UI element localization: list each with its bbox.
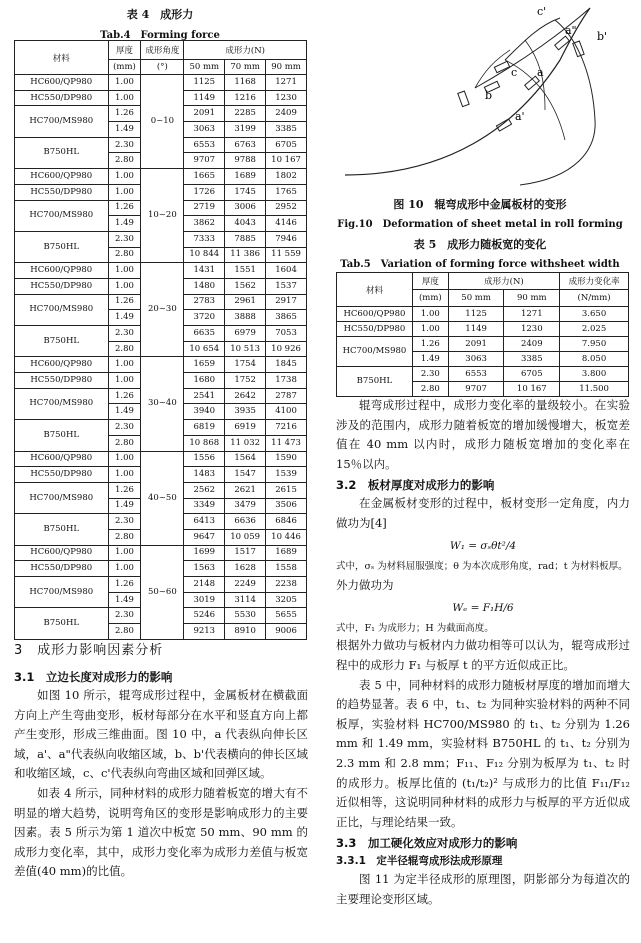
table-cell: 11 386 — [225, 247, 266, 263]
table-cell: 2409 — [266, 106, 307, 122]
table-cell: 10 446 — [266, 529, 307, 545]
element-a-double-prime — [555, 36, 570, 50]
table-cell: 2091 — [184, 106, 225, 122]
table-cell: 5655 — [266, 608, 307, 624]
table-cell: 1.49 — [108, 498, 141, 514]
table-cell: 2249 — [225, 577, 266, 593]
table-cell: 1.49 — [108, 122, 141, 138]
table-cell: HC600/QP980 — [15, 263, 109, 279]
table5-header-thickness: 厚度 — [412, 273, 448, 290]
table-cell: HC700/MS980 — [15, 482, 109, 513]
figure10-caption-en: Fig.10 Deformation of sheet metal in roll forming — [337, 219, 623, 230]
table-cell: 1230 — [266, 90, 307, 106]
table-cell: 4100 — [266, 404, 307, 420]
table-cell: 10 167 — [504, 382, 560, 397]
table-cell: 10~20 — [141, 169, 184, 263]
table-cell: 1.00 — [108, 90, 141, 106]
table-cell: 3888 — [225, 310, 266, 326]
table-cell: 2719 — [184, 200, 225, 216]
table4-header-width: 90 mm — [266, 60, 307, 75]
table-cell: 1431 — [184, 263, 225, 279]
table-cell: 9788 — [225, 153, 266, 169]
table5-header-rate: 成形力变化率 — [560, 273, 629, 290]
table-cell: 2541 — [184, 388, 225, 404]
table-cell: 7946 — [266, 231, 307, 247]
section-3-3-1-heading: 3.3.1 定半径辊弯成形法成形原理 — [336, 855, 503, 868]
table-cell: 1.26 — [108, 106, 141, 122]
table-cell: 1680 — [184, 373, 225, 389]
table5-header-material: 材料 — [337, 273, 413, 307]
element-a-prime — [496, 119, 511, 131]
table-cell: 6846 — [266, 514, 307, 530]
table-cell: 11 559 — [266, 247, 307, 263]
table-row — [15, 451, 307, 467]
table-cell: 1.26 — [108, 577, 141, 593]
table-cell: B750HL — [337, 367, 413, 397]
table-cell: 7053 — [266, 326, 307, 342]
table-cell: 1.00 — [108, 184, 141, 200]
sheet-right-edge — [520, 20, 595, 185]
table-cell: 3006 — [225, 200, 266, 216]
table-cell: 11 473 — [266, 435, 307, 451]
table-row — [337, 337, 629, 352]
table-cell: 1.00 — [108, 545, 141, 561]
table-cell: 1271 — [504, 307, 560, 322]
table-cell: 1168 — [225, 75, 266, 91]
table-row — [337, 322, 629, 337]
table-cell: 1802 — [266, 169, 307, 185]
label-a: a — [537, 66, 544, 79]
table-cell: 2615 — [266, 482, 307, 498]
section-3-3-heading: 3.3 加工硬化效应对成形力的影响 — [336, 836, 518, 851]
label-b-prime: b' — [597, 30, 608, 43]
table-cell: 3935 — [225, 404, 266, 420]
table-cell: 2.80 — [108, 624, 141, 640]
table-cell: 6553 — [184, 137, 225, 153]
table-cell: 9006 — [266, 624, 307, 640]
table-cell: 1689 — [266, 545, 307, 561]
table-cell: 1.00 — [108, 373, 141, 389]
table-cell: 1547 — [225, 467, 266, 483]
table-cell: 3479 — [225, 498, 266, 514]
section-3-heading: 3 成形力影响因素分析 — [14, 643, 164, 658]
table-row — [15, 357, 307, 373]
table-cell: 2.30 — [108, 137, 141, 153]
table-cell: 2783 — [184, 294, 225, 310]
table-cell: 8910 — [225, 624, 266, 640]
table-row — [15, 169, 307, 185]
table-cell: B750HL — [15, 326, 109, 357]
element-b — [458, 91, 469, 107]
table-cell: 1483 — [184, 467, 225, 483]
table-row — [337, 307, 629, 322]
table-cell: 6979 — [225, 326, 266, 342]
table-cell: HC700/MS980 — [337, 337, 413, 367]
table-cell: 6919 — [225, 420, 266, 436]
table-cell: 0~10 — [141, 75, 184, 169]
table-cell: HC700/MS980 — [15, 200, 109, 231]
formula-external-work: Wₑ = F₁H/6 — [452, 601, 514, 614]
table-cell: 1.00 — [108, 278, 141, 294]
table-cell: 2.30 — [108, 231, 141, 247]
table5-caption-cn: 表 5 成形力随板宽的变化 — [413, 238, 547, 251]
table-cell: HC550/DP980 — [15, 90, 109, 106]
table-row — [337, 367, 629, 382]
paragraph: 表 5 中，同种材料的成形力随板材厚度的增加而增大的趋势显著。表 6 中，t₁、t₂ 为同种实验材料的两种不同板厚，实验材料 HC700/MS980 的 t₁、t₂ 分别为 1.26 mm 和 1.49 mm，实验材料 B750HL 的 t₁、t₂ 分别为 2.3 mm 和 2.8 mm；F₁₁、F₁₂ 分别为板厚为 t₁、t₂ 时的成形力。板厚比值的 (t₁/t₂)² 与成形力的比值 F₁₁/F₁₂ 近似相等，这说明同种材料的成形力与板厚的平方近似成正比，与理论结果一致。 — [336, 677, 630, 829]
table-cell: 10 513 — [225, 341, 266, 357]
table-cell: 1230 — [504, 322, 560, 337]
table5-header-force: 成形力(N) — [448, 273, 559, 290]
table-cell: 1745 — [225, 184, 266, 200]
table-cell: 1.00 — [108, 561, 141, 577]
table-cell: 3063 — [184, 122, 225, 138]
table-cell: 2.80 — [108, 247, 141, 263]
table-cell: 2.30 — [108, 420, 141, 436]
table-cell: 2091 — [448, 337, 504, 352]
external-work-label: 外力做功为 — [336, 578, 394, 593]
table5-header-w50: 50 mm — [448, 290, 504, 307]
table-cell: 1.26 — [108, 294, 141, 310]
table-cell: 1752 — [225, 373, 266, 389]
table4-header-thickness-unit: (mm) — [108, 60, 141, 75]
table-cell: B750HL — [15, 420, 109, 451]
table-cell: 1738 — [266, 373, 307, 389]
table-row — [15, 75, 307, 91]
table-cell: 1551 — [225, 263, 266, 279]
formula-note: 式中，F₁ 为成形力；H 为截面高度。 — [336, 623, 494, 635]
table-cell: 2917 — [266, 294, 307, 310]
table-cell: 3063 — [448, 352, 504, 367]
table-cell: B750HL — [15, 231, 109, 262]
table-cell: 1754 — [225, 357, 266, 373]
table-cell: 6705 — [504, 367, 560, 382]
table-cell: 6636 — [225, 514, 266, 530]
table-cell: 2238 — [266, 577, 307, 593]
table-cell: 1.00 — [108, 75, 141, 91]
table-cell: 10 926 — [266, 341, 307, 357]
label-a-double-prime: a" — [565, 24, 577, 37]
table-cell: 3114 — [225, 592, 266, 608]
paragraph: 根据外力做功与板材内力做功相等可以认为，辊弯成形过程中的成形力 F₁ 与板厚 t 的平方近似成正比。 — [336, 638, 630, 672]
table-cell: 1845 — [266, 357, 307, 373]
formula-note: 式中，σₛ 为材料屈服强度；θ 为本次成形角度，rad；t 为材料板厚。 — [336, 561, 628, 573]
table-cell: 30~40 — [141, 357, 184, 451]
table-cell: HC550/DP980 — [15, 278, 109, 294]
table-cell: HC700/MS980 — [15, 106, 109, 137]
table-cell: 2.80 — [108, 529, 141, 545]
table-cell: 1.49 — [412, 352, 448, 367]
table-cell: 2.025 — [560, 322, 629, 337]
table-cell: 1.00 — [108, 169, 141, 185]
table-row — [15, 263, 307, 279]
sheet-upper-edge — [475, 8, 590, 88]
right-column-text — [336, 396, 630, 909]
table-cell: 1537 — [266, 278, 307, 294]
table-cell: 3199 — [225, 122, 266, 138]
table-cell: 40~50 — [141, 451, 184, 545]
table-cell: 3.650 — [560, 307, 629, 322]
table-cell: 11.500 — [560, 382, 629, 397]
table5-header-thickness-unit: (mm) — [412, 290, 448, 307]
table-cell: 3506 — [266, 498, 307, 514]
table-cell: 7.950 — [560, 337, 629, 352]
element-c-prime — [494, 61, 509, 72]
table-cell: 1628 — [225, 561, 266, 577]
table-cell: HC600/QP980 — [15, 545, 109, 561]
table-cell: 2642 — [225, 388, 266, 404]
table4-header-material: 材料 — [15, 41, 109, 75]
table4-header-angle: 成形角度 — [141, 41, 184, 60]
section-3-1-heading: 3.1 立边长度对成形力的影响 — [14, 670, 173, 684]
table-cell: HC550/DP980 — [15, 184, 109, 200]
table-cell: 1.00 — [108, 451, 141, 467]
table-cell: 2409 — [504, 337, 560, 352]
table-cell: 1556 — [184, 451, 225, 467]
table5 — [336, 272, 629, 397]
table-cell: 2621 — [225, 482, 266, 498]
table-cell: 7885 — [225, 231, 266, 247]
table4-header-thickness: 厚度 — [108, 41, 141, 60]
paragraph: 如图 10 所示，辊弯成形过程中，金属板材在横截面方向上产生弯曲变形，板材每部分在水平和竖直方向上都产生变形，形成三维曲面。图 10 中，a 代表纵向伸长区域，a'、a"代表纵向收缩区域，b、b'代表横向的伸长区域和收缩区域，c、c'代表纵向弯曲区域和回弹区域。 — [14, 688, 308, 781]
table-cell: 3940 — [184, 404, 225, 420]
table-cell: 6705 — [266, 137, 307, 153]
table-cell: 2.80 — [412, 382, 448, 397]
table-cell: 6763 — [225, 137, 266, 153]
table-cell: 2.30 — [108, 326, 141, 342]
figure10-diagram — [325, 0, 635, 190]
table-cell: 1.49 — [108, 404, 141, 420]
table-cell: 1.00 — [108, 263, 141, 279]
table4-header-force: 成形力(N) — [184, 41, 307, 60]
table-cell: 1.49 — [108, 310, 141, 326]
table-cell: 1689 — [225, 169, 266, 185]
table-cell: 5530 — [225, 608, 266, 624]
table-cell: 9213 — [184, 624, 225, 640]
table5-caption-en: Tab.5 Variation of forming force withsheet width — [340, 259, 620, 270]
table-cell: 2.30 — [108, 608, 141, 624]
table-cell: 1563 — [184, 561, 225, 577]
table-cell: 3349 — [184, 498, 225, 514]
table-cell: 1558 — [266, 561, 307, 577]
table-cell: HC700/MS980 — [15, 294, 109, 325]
table-cell: B750HL — [15, 514, 109, 545]
table-cell: 6553 — [448, 367, 504, 382]
label-b: b — [485, 89, 493, 102]
table-cell: 1125 — [448, 307, 504, 322]
table-cell: 2.30 — [108, 514, 141, 530]
table4-header-width: 50 mm — [184, 60, 225, 75]
table-cell: HC550/DP980 — [15, 373, 109, 389]
table-cell: 3205 — [266, 592, 307, 608]
table4-header-width: 70 mm — [225, 60, 266, 75]
table-cell: 9647 — [184, 529, 225, 545]
label-a-prime: a' — [515, 110, 525, 123]
table-cell: 1.00 — [412, 307, 448, 322]
paragraph: 如表 4 所示，同种材料的成形力随着板宽的增大有不明显的增大趋势，说明弯角区的变形是影响成形力的主要因素。表 5 所示为第 1 道次中板宽 50 mm、90 mm 的成形力变化率，其中，成形力变化率为成形力差值与板宽差值(40 mm)的比值。 — [14, 785, 308, 879]
table-cell: 1480 — [184, 278, 225, 294]
table-cell: 1562 — [225, 278, 266, 294]
table-cell: 2.30 — [412, 367, 448, 382]
table-cell: 1271 — [266, 75, 307, 91]
table5-header-rate-unit: (N/mm) — [560, 290, 629, 307]
table-cell: 7333 — [184, 231, 225, 247]
table-cell: HC600/QP980 — [15, 357, 109, 373]
table-cell: 6413 — [184, 514, 225, 530]
table-cell: 4146 — [266, 216, 307, 232]
table-cell: 6819 — [184, 420, 225, 436]
table-cell: 6635 — [184, 326, 225, 342]
table-cell: 1216 — [225, 90, 266, 106]
table-cell: HC600/QP980 — [15, 75, 109, 91]
paragraph: 辊弯成形过程中，成形力变化率的量级较小。在实验涉及的范围内，成形力随着板宽的增加缓慢增大，板宽差值在 40 mm 以内时，成形力随板宽增加的变化率在 15％以内。 — [336, 398, 630, 471]
table-cell: 3385 — [266, 122, 307, 138]
table-cell: 3385 — [504, 352, 560, 367]
table-cell: 10 868 — [184, 435, 225, 451]
table-cell: 1.26 — [108, 482, 141, 498]
table-cell: 1699 — [184, 545, 225, 561]
table-cell: 3.800 — [560, 367, 629, 382]
left-column-text — [14, 642, 308, 882]
table-cell: 1726 — [184, 184, 225, 200]
sheet-bottom-edge — [345, 8, 590, 175]
table-cell: 1665 — [184, 169, 225, 185]
table-cell: HC700/MS980 — [15, 388, 109, 419]
table-cell: HC600/QP980 — [337, 307, 413, 322]
table-cell: 1590 — [266, 451, 307, 467]
table-cell: HC550/DP980 — [15, 467, 109, 483]
table-cell: 9707 — [448, 382, 504, 397]
label-c-prime: c' — [537, 5, 547, 18]
table-cell: 1517 — [225, 545, 266, 561]
table4-caption-en: Tab.4 Forming force — [100, 30, 220, 41]
section-3-2-heading: 3.2 板材厚度对成形力的影响 — [336, 478, 495, 493]
table5-body — [337, 307, 629, 397]
table-cell: 3862 — [184, 216, 225, 232]
table4-header-angle-unit: (°) — [141, 60, 184, 75]
paragraph: 在金属板材变形的过程中，板材变形一定角度，内力做功为[4] — [336, 496, 630, 530]
table-cell: 1.49 — [108, 592, 141, 608]
formula-internal-work: W₁ = σₛθt²/4 — [449, 539, 517, 552]
table-cell: 10 059 — [225, 529, 266, 545]
table-cell: 2.80 — [108, 435, 141, 451]
table-cell: 2.80 — [108, 153, 141, 169]
figure10-caption-cn: 图 10 辊弯成形中金属板材的变形 — [393, 198, 567, 211]
table-cell: 4043 — [225, 216, 266, 232]
paragraph: 图 11 为定半径成形的原理图，阴影部分为每道次的主要理论变形区域。 — [336, 872, 630, 906]
table-cell: 2787 — [266, 388, 307, 404]
table-cell: 5246 — [184, 608, 225, 624]
table-cell: 1659 — [184, 357, 225, 373]
table-cell: 1.00 — [108, 357, 141, 373]
table-cell: 2148 — [184, 577, 225, 593]
table-cell: 1.49 — [108, 216, 141, 232]
table-row — [15, 545, 307, 561]
table-cell: 2285 — [225, 106, 266, 122]
table-cell: HC550/DP980 — [337, 322, 413, 337]
table-cell: 1.00 — [412, 322, 448, 337]
table-cell: 2961 — [225, 294, 266, 310]
table-cell: 11 032 — [225, 435, 266, 451]
table-cell: 3865 — [266, 310, 307, 326]
table-cell: B750HL — [15, 608, 109, 639]
table-cell: 2952 — [266, 200, 307, 216]
table-cell: 1765 — [266, 184, 307, 200]
table-cell: 2.80 — [108, 341, 141, 357]
table-cell: 1564 — [225, 451, 266, 467]
table-cell: 1149 — [448, 322, 504, 337]
table4 — [14, 40, 307, 640]
table4-body — [15, 75, 307, 640]
table-cell: 20~30 — [141, 263, 184, 357]
table-cell: 3019 — [184, 592, 225, 608]
table-cell: 50~60 — [141, 545, 184, 639]
table-cell: 1.00 — [108, 467, 141, 483]
table-cell: HC600/QP980 — [15, 451, 109, 467]
table-cell: 1.26 — [108, 388, 141, 404]
table-cell: 1.26 — [412, 337, 448, 352]
table5-header-w90: 90 mm — [504, 290, 560, 307]
table-cell: 1.26 — [108, 200, 141, 216]
table-cell: B750HL — [15, 137, 109, 168]
table-cell: HC550/DP980 — [15, 561, 109, 577]
table4-caption-cn: 表 4 成形力 — [126, 8, 194, 21]
table-cell: 1125 — [184, 75, 225, 91]
table-cell: HC700/MS980 — [15, 577, 109, 608]
table-cell: 10 844 — [184, 247, 225, 263]
table-cell: 1149 — [184, 90, 225, 106]
table-cell: 10 167 — [266, 153, 307, 169]
label-c: c — [511, 66, 518, 79]
table-cell: 2562 — [184, 482, 225, 498]
table-cell: HC600/QP980 — [15, 169, 109, 185]
table-cell: 3720 — [184, 310, 225, 326]
table-cell: 1539 — [266, 467, 307, 483]
table-cell: 7216 — [266, 420, 307, 436]
table-cell: 10 654 — [184, 341, 225, 357]
table-cell: 8.050 — [560, 352, 629, 367]
table-cell: 9707 — [184, 153, 225, 169]
table-cell: 1604 — [266, 263, 307, 279]
